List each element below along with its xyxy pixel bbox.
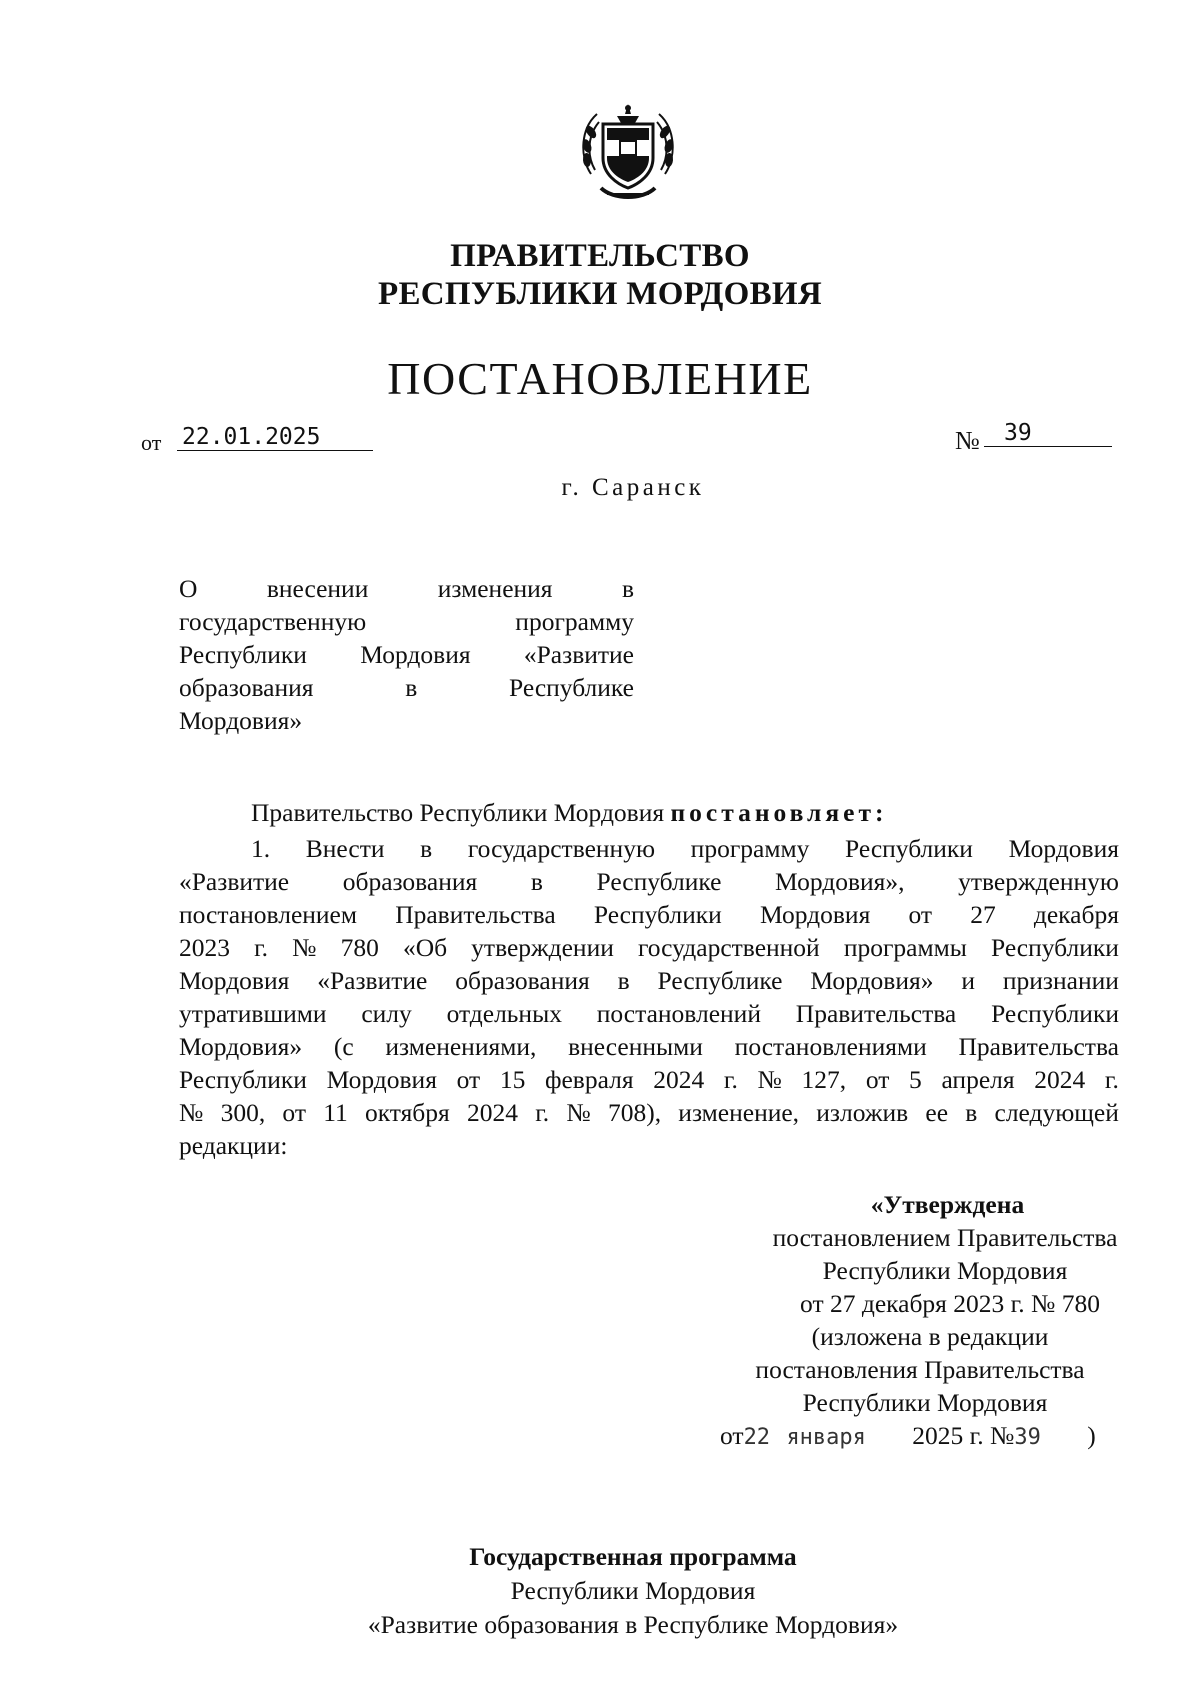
body-word: Мордовия», (775, 867, 905, 896)
number-underline (984, 446, 1112, 447)
body-word: (с (333, 1032, 354, 1061)
body-word: Республики (593, 900, 722, 929)
body-word: Республике (596, 867, 722, 896)
approved-line: постановлением Правительства (772, 1223, 1118, 1252)
preamble (251, 798, 888, 828)
title-line (179, 605, 634, 638)
body-word: октября (364, 1098, 450, 1127)
city: г. Саранск (561, 474, 705, 501)
title-word: Республики (179, 640, 307, 669)
approved-line: от 27 декабря 2023 г. № 780 (800, 1289, 1100, 1318)
date-prefix: от (141, 430, 162, 455)
body-word: Республики (845, 834, 973, 863)
title-line (179, 572, 634, 605)
document-title (179, 572, 634, 737)
document-type: ПОСТАНОВЛЕНИЕ (387, 353, 813, 404)
body-word: утратившими (179, 999, 327, 1028)
body-word: Внести (305, 834, 385, 863)
title-line (179, 671, 634, 704)
program-subtitle: Республики Мордовия (510, 1576, 756, 1605)
body-word: ее (925, 1098, 949, 1127)
approved-number: 39 (1014, 1425, 1041, 1450)
body-word: от (908, 900, 933, 929)
body-word: Мордовия» (179, 1032, 303, 1061)
approval-stamp-block (700, 1188, 1140, 1454)
body-word: № (179, 1098, 204, 1127)
body-line (179, 1030, 1119, 1063)
body-word: № (566, 1098, 591, 1127)
body-word: Мордовия (759, 900, 871, 929)
body-word: 127, (801, 1065, 847, 1094)
preamble-text: Правительство Республики Мордовия (251, 798, 665, 827)
body-word: утверждении (471, 933, 614, 962)
body-word: Мордовия (1008, 834, 1119, 863)
body-word: программы (843, 933, 967, 962)
body-word: г. (1104, 1065, 1119, 1094)
body-word: апреля (941, 1065, 1015, 1094)
approved-close-paren: ) (1087, 1421, 1096, 1450)
approved-line: (изложена в редакции (811, 1322, 1049, 1351)
org-name-line2: РЕСПУБЛИКИ МОРДОВИЯ (377, 276, 822, 312)
body-word: изложив (816, 1098, 909, 1127)
approved-date-line (700, 1419, 1140, 1454)
body-word: 2023 (179, 933, 230, 962)
body-word: Правительства (395, 900, 556, 929)
document-date: 22.01.2025 (182, 424, 321, 450)
body-word: г. (723, 1065, 738, 1094)
title-word: образования (179, 673, 314, 702)
title-line: Мордовия» (179, 706, 303, 735)
number-label: № (955, 426, 980, 455)
body-word: от (456, 1065, 481, 1094)
body-line (179, 964, 1119, 997)
body-word: 708), (607, 1098, 662, 1127)
body-word: Республике (657, 966, 783, 995)
approved-line: постановления Правительства (755, 1355, 1085, 1384)
body-word: 2024 (466, 1098, 518, 1127)
body-word: Мордовия (326, 1065, 437, 1094)
decree-word: постановляет: (670, 798, 888, 827)
body-word: № (292, 933, 317, 962)
body-word: «Об (402, 933, 448, 962)
body-line (179, 865, 1119, 898)
title-word: «Развитие (523, 640, 634, 669)
body-word: следующей (994, 1098, 1119, 1127)
program-title: Государственная программа (469, 1542, 797, 1571)
body-word: утвержденную (958, 867, 1119, 896)
title-word: О (179, 574, 198, 603)
program-name: «Развитие образования в Республике Мордовия» (367, 1610, 899, 1639)
body-word: образования (455, 966, 590, 995)
approved-line: Республики Мордовия (822, 1256, 1068, 1285)
body-word: отдельных (446, 999, 562, 1028)
body-word: государственную (467, 834, 656, 863)
body-word: г. (254, 933, 269, 962)
body-word: г. (535, 1098, 550, 1127)
approved-line: Республики Мордовия (802, 1388, 1048, 1417)
date-underline (177, 450, 373, 451)
body-paragraph (179, 832, 1119, 1162)
body-word: признании (1002, 966, 1119, 995)
body-word: и (961, 966, 975, 995)
body-line (179, 898, 1119, 931)
body-word: внесенными (568, 1032, 703, 1061)
title-word: государственную (179, 607, 367, 636)
body-word: изменение, (678, 1098, 800, 1127)
body-word: Республики (179, 1065, 307, 1094)
body-word: Республики (991, 933, 1119, 962)
body-line (179, 832, 1119, 865)
body-word: Мордовия (179, 966, 290, 995)
approved-day: 22 (743, 1425, 771, 1450)
body-word: от (282, 1098, 306, 1127)
body-word: Мордовия» (810, 966, 934, 995)
body-line (179, 1063, 1119, 1096)
body-word: от (865, 1065, 890, 1094)
body-word: февраля (544, 1065, 634, 1094)
body-word: постановлениями (734, 1032, 927, 1061)
approved-year: 2025 г. № (912, 1421, 1015, 1450)
body-word: в (965, 1098, 978, 1127)
document-number: 39 (1004, 420, 1032, 446)
body-word: силу (361, 999, 412, 1028)
body-word: 780 (340, 933, 379, 962)
body-word: 1. (251, 834, 271, 863)
title-word: внесении (266, 574, 369, 603)
body-line (179, 931, 1119, 964)
title-word: изменения (437, 574, 553, 603)
body-line (179, 997, 1119, 1030)
body-word: 5 (909, 1065, 922, 1094)
body-word: 2024 (653, 1065, 705, 1094)
body-word: 11 (323, 1098, 348, 1127)
body-word: в (617, 966, 630, 995)
title-word: Республике (509, 673, 634, 702)
body-word: № (757, 1065, 782, 1094)
coat-of-arms-emblem (573, 96, 683, 208)
body-word: Правительства (958, 1032, 1119, 1061)
body-word: государственной (637, 933, 820, 962)
body-word: постановлений (596, 999, 761, 1028)
body-last-line: редакции: (179, 1131, 288, 1160)
body-word: «Развитие (179, 867, 290, 896)
body-word: в (530, 867, 543, 896)
body-word: постановлением (179, 900, 358, 929)
title-word: в (405, 673, 418, 702)
body-word: 15 (499, 1065, 526, 1094)
org-name-line1: ПРАВИТЕЛЬСТВО (450, 238, 750, 274)
body-word: 2024 (1034, 1065, 1086, 1094)
body-line (179, 1096, 1119, 1129)
body-word: Республики (991, 999, 1119, 1028)
title-word: Мордовия (360, 640, 471, 669)
body-word: Правительства (795, 999, 957, 1028)
approved-month: января (786, 1425, 866, 1450)
body-word: в (420, 834, 433, 863)
title-word: в (621, 574, 634, 603)
title-line (179, 638, 634, 671)
body-word: изменениями, (385, 1032, 537, 1061)
body-word: программу (690, 834, 810, 863)
title-word: программу (515, 607, 634, 636)
body-word: «Развитие (317, 966, 428, 995)
approved-heading: «Утверждена (870, 1190, 1025, 1219)
body-word: 27 (970, 900, 996, 929)
body-word: образования (342, 867, 478, 896)
body-word: 300, (220, 1098, 266, 1127)
body-word: декабря (1033, 900, 1119, 929)
approved-date-prefix: от (720, 1421, 744, 1450)
